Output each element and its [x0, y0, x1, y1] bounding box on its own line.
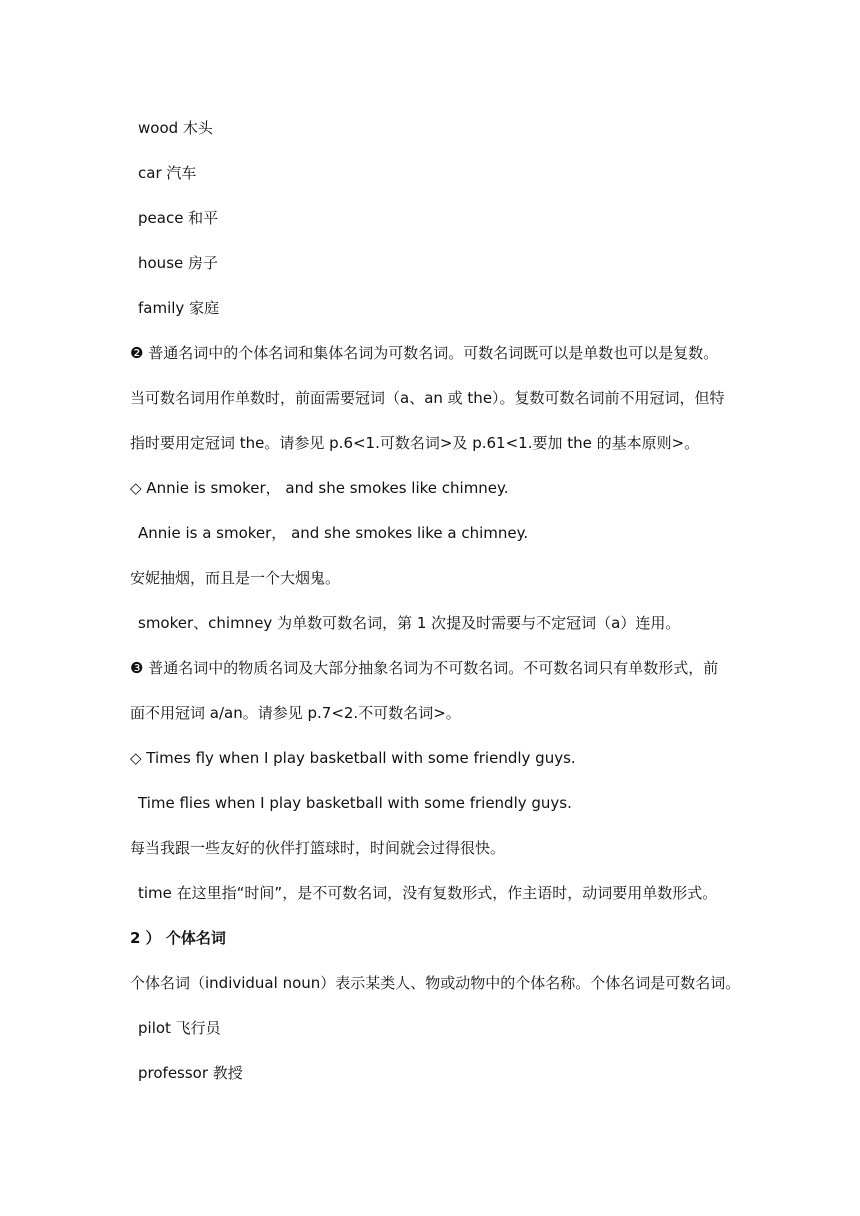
rule-3-line-1: ❸ 普通名词中的物质名词及大部分抽象名词为不可数名词。不可数名词只有单数形式，前: [130, 659, 719, 677]
vocab-peace: peace 和平: [138, 209, 219, 227]
explanation-1: smoker、chimney 为单数可数名词，第 1 次提及时需要与不定冠词（a）连用。: [138, 614, 681, 632]
explanation-2: time 在这里指“时间”，是不可数名词，没有复数形式，作主语时，动词要用单数形式。: [138, 884, 718, 902]
vocab-family: family 家庭: [138, 299, 220, 317]
vocab-wood: wood 木头: [138, 119, 213, 137]
section-heading: 2 ） 个体名词: [130, 929, 226, 947]
section-definition: 个体名词（individual noun）表示某类人、物或动物中的个体名称。个体名词是可数名词。: [130, 974, 741, 992]
rule-2-line-2: 当可数名词用作单数时，前面需要冠词（a、an 或 the）。复数可数名词前不用冠词，但特: [130, 389, 725, 407]
correct-example-1: Annie is a smoker， and she smokes like a chimney.: [138, 524, 529, 542]
rule-2-line-3: 指时要用定冠词 the。请参见 p.6<1.可数名词>及 p.61<1.要加 the 的基本原则>。: [130, 434, 700, 452]
translation-2: 每当我跟一些友好的伙伴打篮球时，时间就会过得很快。: [130, 839, 506, 857]
vocab-professor: professor 教授: [138, 1064, 243, 1082]
vocab-car: car 汽车: [138, 164, 197, 182]
rule-2-line-1: ❷ 普通名词中的个体名词和集体名词为可数名词。可数名词既可以是单数也可以是复数。: [130, 344, 719, 362]
correct-example-2: Time flies when I play basketball with some friendly guys.: [138, 794, 572, 812]
rule-3-line-2: 面不用冠词 a/an。请参见 p.7<2.不可数名词>。: [130, 704, 461, 722]
wrong-example-2: ◇ Times fly when I play basketball with some friendly guys.: [130, 749, 576, 767]
vocab-house: house 房子: [138, 254, 219, 272]
wrong-example-1: ◇ Annie is smoker， and she smokes like chimney.: [130, 479, 509, 497]
translation-1: 安妮抽烟，而且是一个大烟鬼。: [130, 569, 341, 587]
vocab-pilot: pilot 飞行员: [138, 1019, 221, 1037]
